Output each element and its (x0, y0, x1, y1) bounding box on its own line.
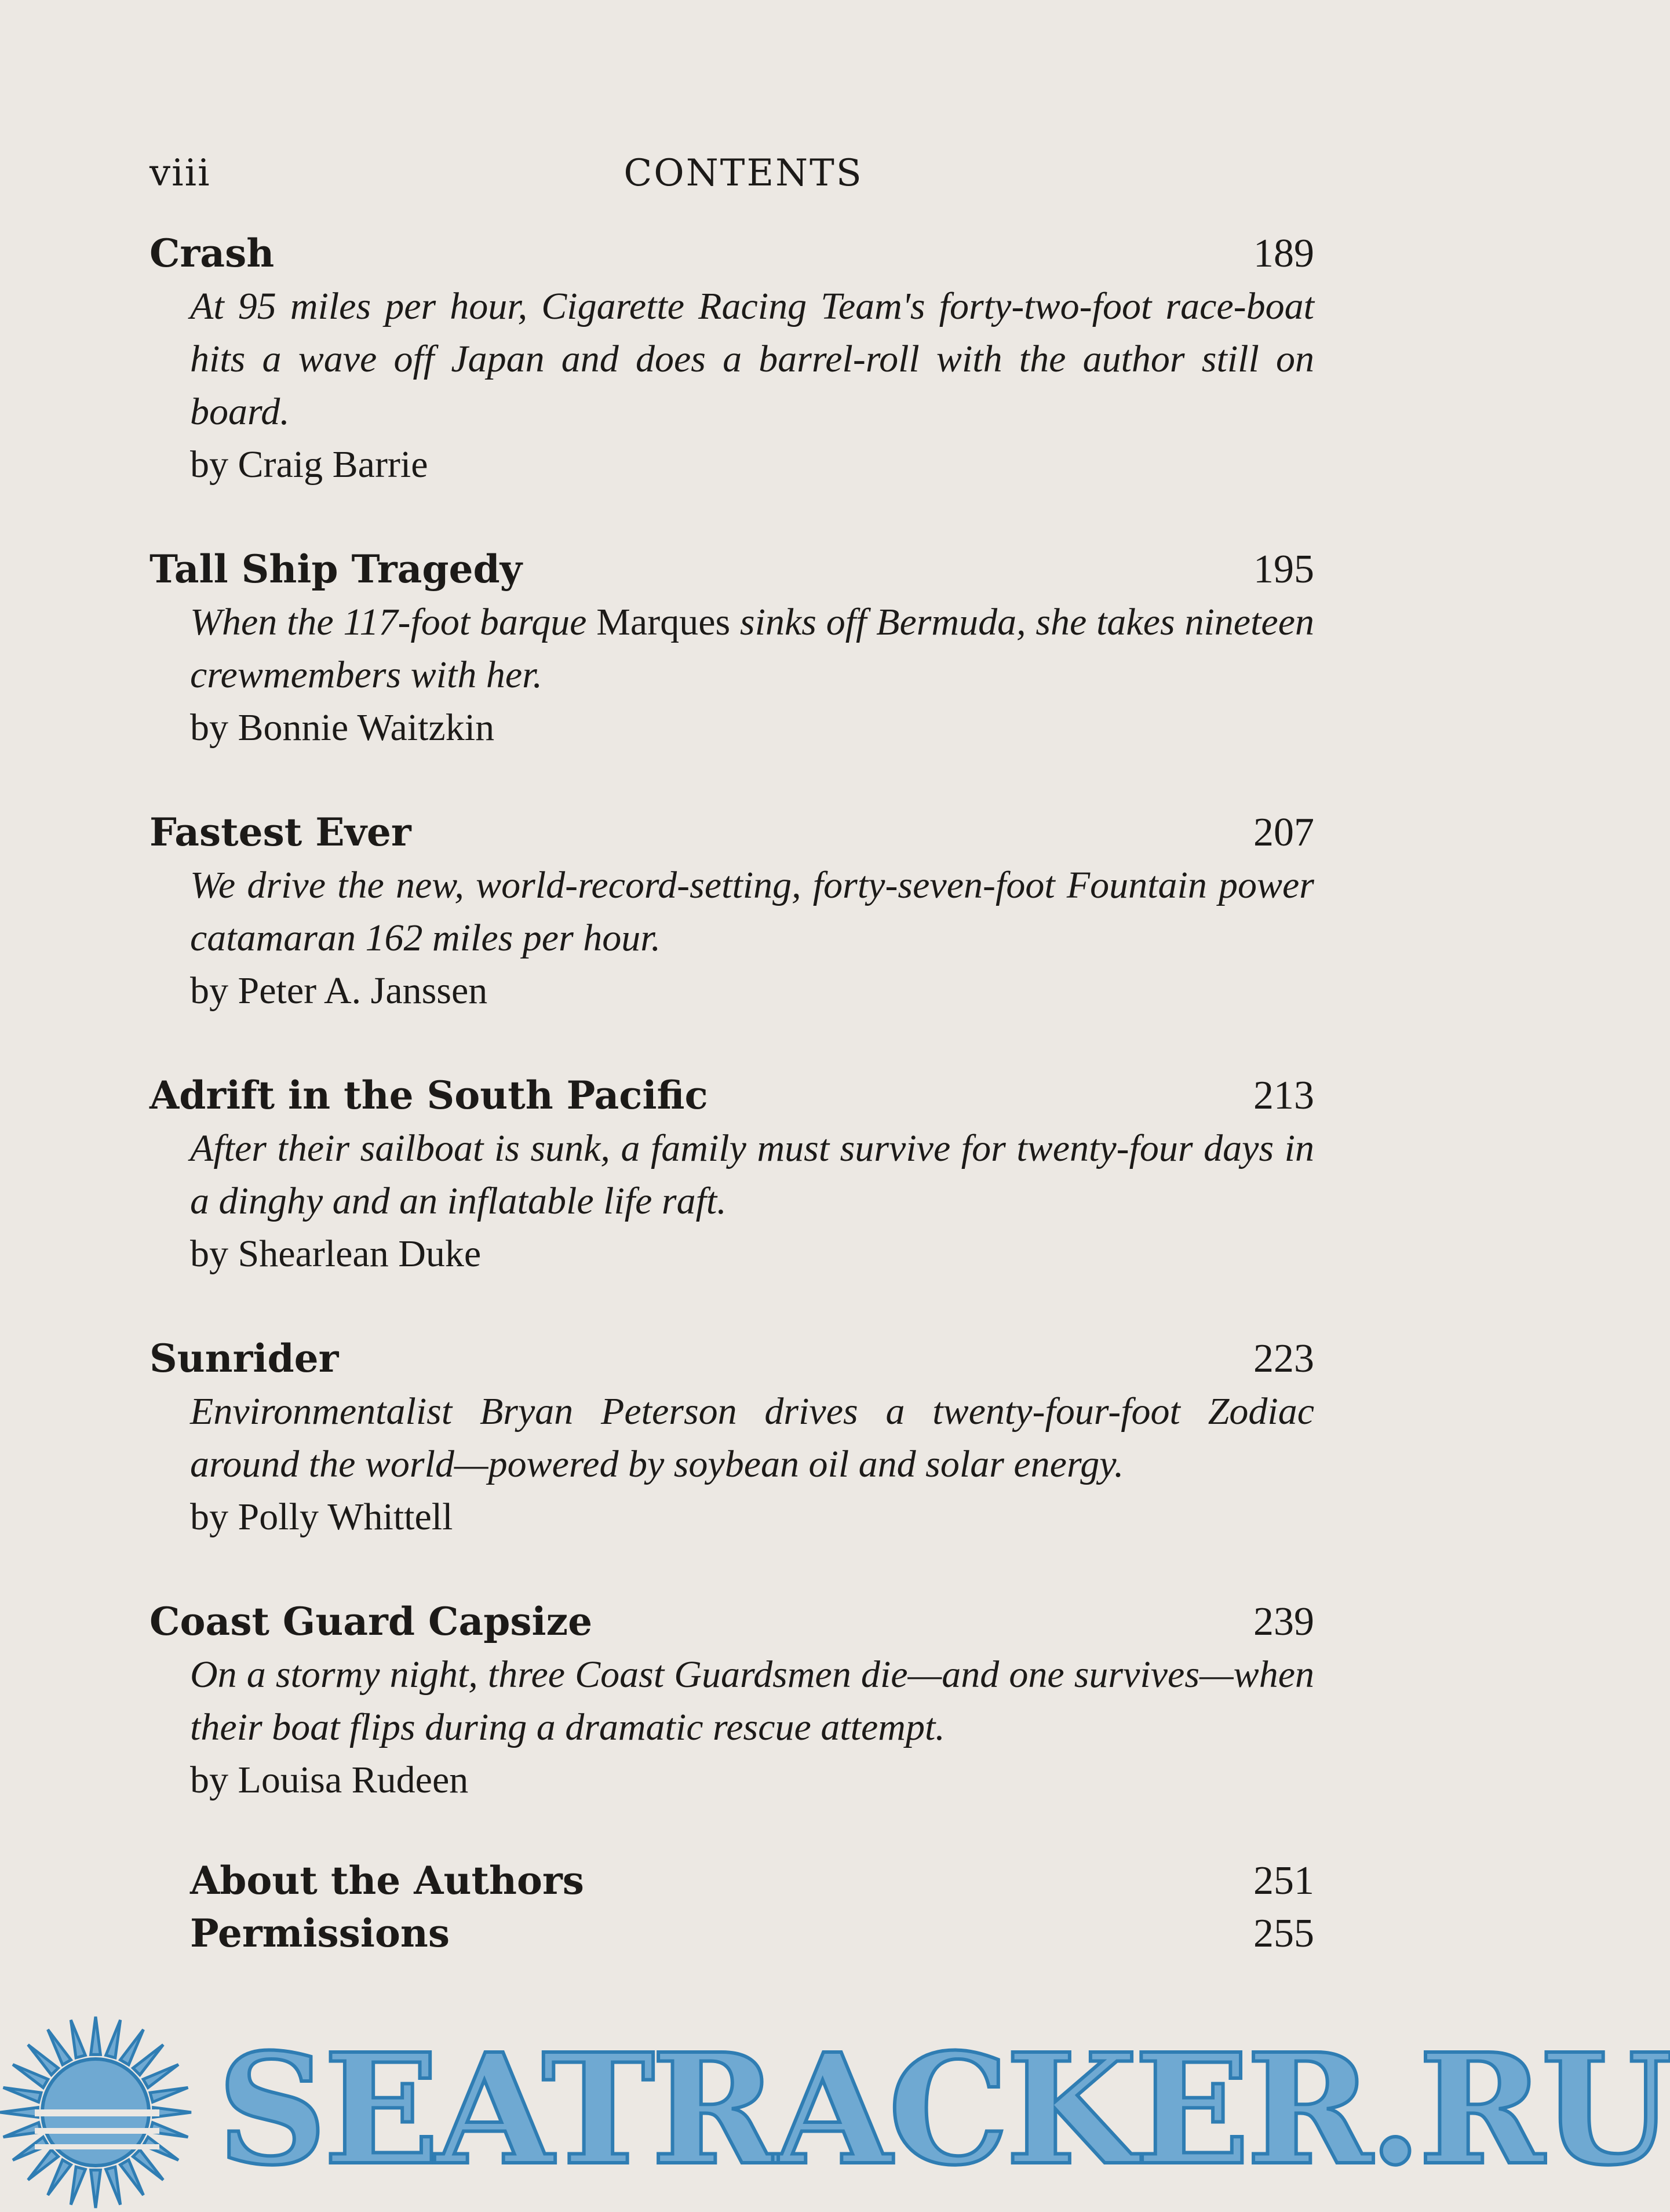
entry-author: by Craig Barrie (190, 443, 428, 486)
entry-title[interactable]: Fastest Ever (150, 810, 411, 855)
back-matter-entry (190, 1907, 1314, 1960)
sun-ray (48, 2029, 71, 2065)
entry-heading (150, 1332, 1314, 1385)
entry-page-number: 223 (1253, 1336, 1314, 1381)
sun-ray (28, 2045, 58, 2075)
running-head (150, 152, 1314, 198)
sun-ray (0, 2108, 38, 2118)
entry-author: by Shearlean Duke (190, 1233, 482, 1275)
back-matter-page-number: 251 (1253, 1858, 1314, 1903)
sun-ray (48, 2160, 71, 2195)
entry-title[interactable]: Coast Guard Capsize (150, 1599, 593, 1644)
entry-page-number: 213 (1253, 1073, 1314, 1118)
contents-entry (150, 1595, 1314, 1806)
entry-description (190, 596, 1314, 701)
entry-description: We drive the new, world-record-setting, forty-seven-foot Fountain power catamaran 162 miles per hour. (190, 864, 1314, 959)
entry-page-number: 207 (1253, 810, 1314, 855)
sun-ray (121, 2160, 144, 2195)
contents-entry (150, 227, 1314, 491)
sun-ray (71, 2020, 85, 2058)
sun-ray (121, 2029, 144, 2065)
contents-entry (150, 1332, 1314, 1543)
sun-icon (0, 2005, 209, 2212)
entry-title[interactable]: Adrift in the South Pacific (150, 1073, 708, 1118)
page-title: CONTENTS (623, 152, 863, 195)
back-matter-title[interactable]: About the Authors (190, 1858, 584, 1903)
entry-description: Environmentalist Bryan Peterson drives a twenty-four-foot Zodiac around the world—powered by soybean oil and solar energy. (190, 1390, 1314, 1485)
entry-description: On a stormy night, three Coast Guardsmen die—and one survives—when their boat flips during a dramatic rescue attempt. (190, 1653, 1314, 1748)
sun-ray (3, 2087, 41, 2102)
sun-ray (133, 2045, 163, 2075)
entry-title[interactable]: Tall Ship Tragedy (150, 546, 523, 592)
sun-ray (28, 2150, 58, 2180)
back-matter-list (190, 1854, 1314, 1960)
ship-name: Marques (596, 601, 731, 643)
entry-title[interactable]: Crash (150, 231, 275, 276)
entry-heading (150, 1595, 1314, 1648)
sun-ray (71, 2167, 85, 2204)
entry-description: At 95 miles per hour, Cigarette Racing Team's forty-two-foot race-boat hits a wave off Japan and does a barrel-roll with the author still on board. (190, 285, 1314, 433)
entry-description-part: sinks off Bermuda, she takes nineteen crewmembers with her. (190, 601, 1315, 696)
entry-author: by Peter A. Janssen (190, 970, 488, 1012)
sun-ray (91, 2017, 101, 2054)
sun-ray (106, 2167, 121, 2204)
contents-entry (150, 543, 1314, 754)
sun-ray (133, 2150, 163, 2180)
back-matter-page-number: 255 (1253, 1911, 1314, 1956)
sun-ray (106, 2020, 121, 2058)
entry-page-number: 195 (1253, 547, 1314, 592)
entry-author: by Bonnie Waitzkin (190, 706, 495, 749)
entry-author: by Louisa Rudeen (190, 1759, 469, 1801)
entry-page-number: 189 (1253, 231, 1314, 276)
entry-heading (150, 543, 1314, 596)
entry-description-part: When the 117-foot barque (190, 601, 597, 643)
entry-author: by Polly Whittell (190, 1496, 453, 1538)
contents-list (150, 227, 1314, 1858)
sun-ray (150, 2087, 188, 2102)
watermark-text: SEATRACKER.RU (217, 2020, 1670, 2199)
entry-title[interactable]: Sunrider (150, 1336, 339, 1381)
sun-ray (143, 2065, 178, 2088)
entry-heading (150, 1069, 1314, 1122)
entry-page-number: 239 (1253, 1599, 1314, 1644)
entry-description: After their sailboat is sunk, a family must survive for twenty-four days in a dinghy and an inflatable life raft. (190, 1127, 1314, 1222)
back-matter-title[interactable]: Permissions (190, 1911, 450, 1956)
entry-heading (150, 806, 1314, 859)
back-matter-entry (190, 1854, 1314, 1907)
sun-ray (91, 2170, 101, 2208)
entry-heading (150, 227, 1314, 280)
page-folio: viii (150, 152, 211, 195)
contents-entry (150, 1069, 1314, 1280)
watermark (0, 2005, 1670, 2212)
sun-ray (13, 2065, 48, 2088)
contents-entry (150, 806, 1314, 1017)
